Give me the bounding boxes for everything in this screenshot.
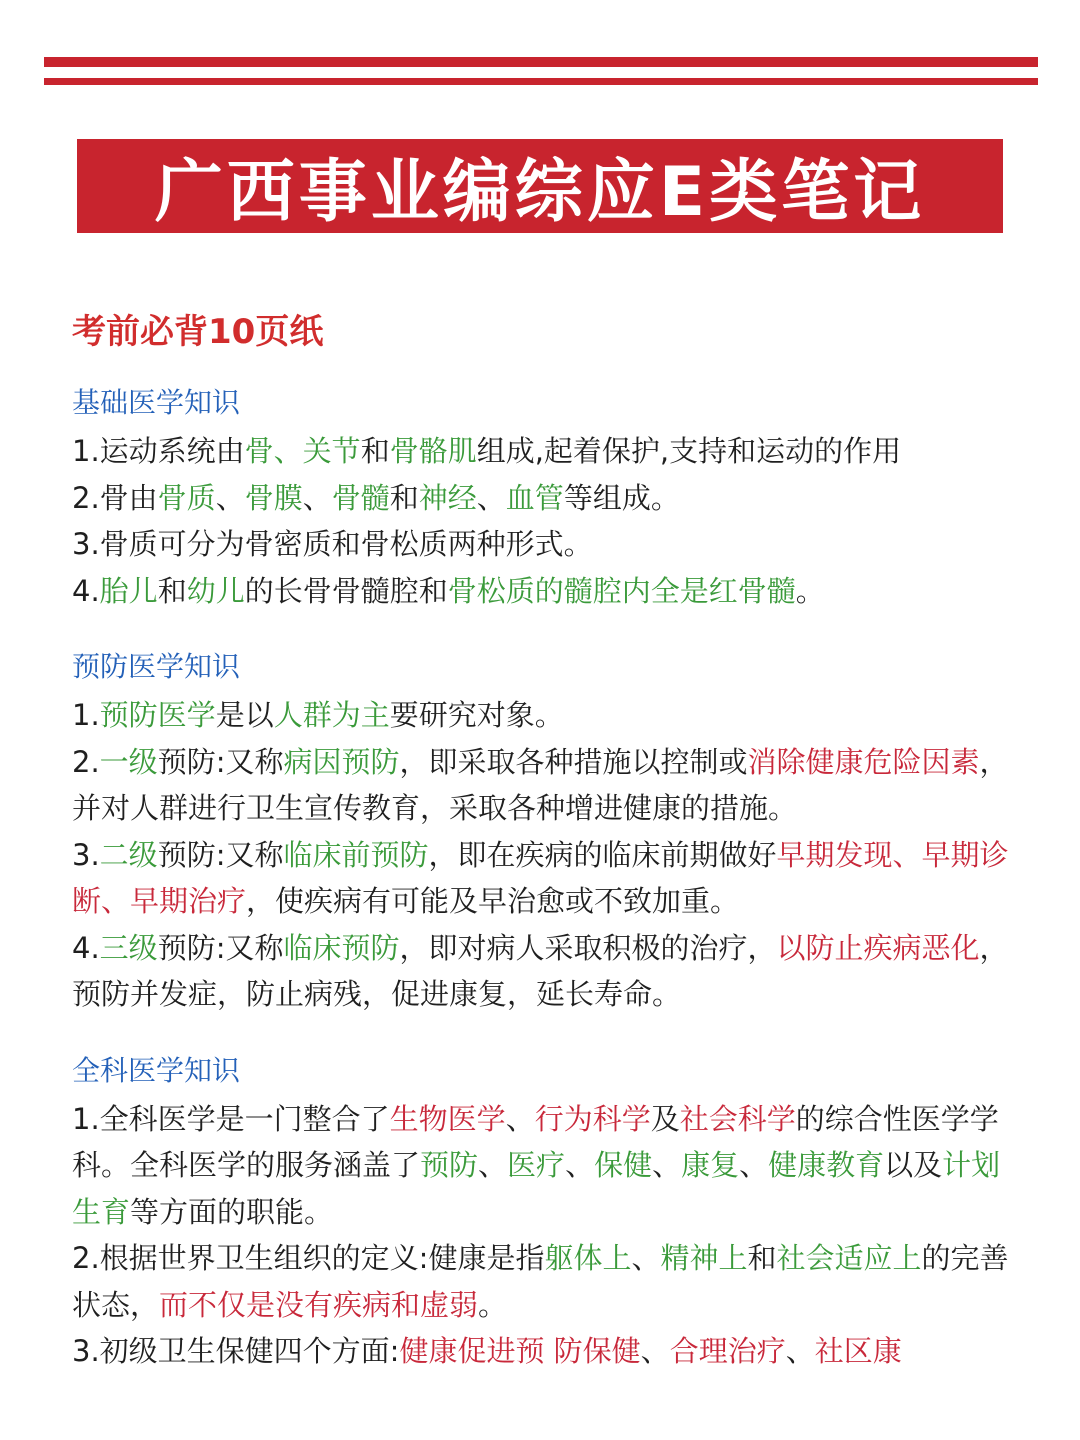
note-text: 和 <box>747 1241 777 1275</box>
note-text: 。 <box>478 1287 508 1322</box>
note-text: 、 <box>785 1334 815 1368</box>
note-text: 、 <box>739 1148 769 1182</box>
section <box>72 644 1012 1018</box>
note-text: ，预防并发症，防止病残，促进康复，延长寿命。 <box>72 930 1009 1011</box>
section-title: 基础医学知识 <box>72 386 241 419</box>
page-title: 广西事业编综应E类笔记 <box>154 152 926 232</box>
highlight-green: 一级 <box>99 744 158 779</box>
highlight-red: 消除健康危险因素 <box>747 744 980 779</box>
highlight-green: 神经 <box>418 480 477 515</box>
note-text: 、 <box>565 1148 595 1182</box>
note-text: 和 <box>360 434 390 468</box>
highlight-green: 骨松质的髓腔内全是红骨髓 <box>447 573 796 608</box>
highlight-green: 临床前预防 <box>283 837 429 872</box>
note-item <box>72 568 1012 615</box>
highlight-green: 康复 <box>681 1148 740 1182</box>
highlight-green: 健康教育 <box>768 1148 885 1182</box>
note-text: 预防:又称 <box>157 837 284 872</box>
highlight-red: 健康促进预 防保健 <box>399 1334 641 1368</box>
top-rule-thick <box>44 57 1038 67</box>
note-text: 的综合性医学学科。全科医学的服务涵盖了 <box>72 1101 999 1182</box>
note-item <box>72 925 1012 1018</box>
highlight-green: 保健 <box>594 1148 653 1182</box>
top-rule-thin <box>44 78 1038 85</box>
highlight-green: 骨髓 <box>331 480 390 515</box>
note-item <box>72 1235 1012 1328</box>
section <box>72 380 1012 614</box>
note-item <box>72 475 1012 522</box>
highlight-green: 骨骼肌 <box>389 434 477 468</box>
section-title: 全科医学知识 <box>72 1053 241 1087</box>
note-text: 、 <box>505 1101 535 1136</box>
note-text: 2.骨由 <box>72 480 158 515</box>
note-text: 预防:又称 <box>157 930 284 965</box>
highlight-green: 骨、关节 <box>244 434 361 468</box>
note-text: 3. <box>72 837 100 872</box>
highlight-green: 人群为主 <box>273 698 390 732</box>
note-text: 的长骨骨髓腔和 <box>244 573 448 608</box>
note-text: 3.骨质可分为骨密质和骨松质两种形式。 <box>72 527 593 561</box>
note-text: 、 <box>478 1148 508 1182</box>
note-text: 3.初级卫生保健四个方面: <box>72 1334 400 1368</box>
highlight-green: 骨质 <box>157 480 216 515</box>
note-text: 。 <box>795 573 825 608</box>
highlight-red: 社会科学 <box>679 1101 796 1136</box>
note-text: 预防:又称 <box>157 744 284 779</box>
note-text: ，使疾病有可能及早治愈或不致加重。 <box>246 884 740 918</box>
highlight-green: 躯体上 <box>544 1241 632 1275</box>
note-text: 是以 <box>215 698 274 732</box>
highlight-red: 生物医学 <box>389 1101 506 1136</box>
highlight-red: 而不仅是没有疾病和虚弱 <box>159 1287 479 1322</box>
section <box>72 1048 1012 1375</box>
note-item <box>72 1096 1012 1236</box>
note-text: 、 <box>640 1334 670 1368</box>
highlight-green: 预防 <box>420 1148 479 1182</box>
note-text: ，即对病人采取积极的治疗， <box>399 930 777 965</box>
highlight-red: 合理治疗 <box>669 1334 786 1368</box>
highlight-green: 预防医学 <box>99 698 216 732</box>
note-text: ，并对人群进行卫生宣传教育，采取各种增进健康的措施。 <box>72 744 1009 825</box>
note-text: 、 <box>302 480 332 515</box>
note-text: 以及 <box>884 1148 943 1182</box>
note-text: ，即在疾病的临床前期做好 <box>428 837 777 872</box>
note-item <box>72 521 1012 568</box>
note-text: 等组成。 <box>563 480 680 515</box>
note-item <box>72 692 1012 739</box>
notes-content <box>72 380 1012 1405</box>
note-text: 组成,起着保护,支持和运动的作用 <box>476 434 902 468</box>
highlight-green: 计划生育 <box>72 1148 1001 1229</box>
note-text: 、 <box>631 1241 661 1275</box>
highlight-red: 以防止疾病恶化 <box>776 930 980 965</box>
section-title: 预防医学知识 <box>72 650 241 683</box>
highlight-green: 幼儿 <box>186 573 245 608</box>
highlight-green: 胎儿 <box>99 573 158 608</box>
note-text: 1.运动系统由 <box>72 434 245 468</box>
note-text: 2. <box>72 744 100 779</box>
note-text: 及 <box>650 1101 680 1136</box>
highlight-green: 二级 <box>99 837 158 872</box>
note-text: 1.全科医学是一门整合了 <box>72 1101 390 1136</box>
highlight-green: 三级 <box>99 930 158 965</box>
note-text: 要研究对象。 <box>389 698 564 732</box>
highlight-green: 医疗 <box>507 1148 566 1182</box>
highlight-red: 早期发现、早期诊断、早期治疗 <box>72 837 1009 918</box>
note-text: 、 <box>652 1148 682 1182</box>
note-text: 和 <box>157 573 187 608</box>
highlight-red: 行为科学 <box>534 1101 651 1136</box>
highlight-green: 血管 <box>505 480 564 515</box>
note-item <box>72 1328 1012 1375</box>
note-text: 4. <box>72 930 100 965</box>
title-banner <box>77 139 1003 233</box>
highlight-red: 社区康 <box>814 1334 902 1368</box>
highlight-green: 临床预防 <box>283 930 400 965</box>
note-item <box>72 739 1012 832</box>
highlight-green: 骨膜 <box>244 480 303 515</box>
note-text: 2.根据世界卫生组织的定义:健康是指 <box>72 1241 545 1275</box>
note-text: 和 <box>389 480 419 515</box>
note-text: 的完善状态， <box>72 1241 1009 1322</box>
note-item <box>72 428 1012 475</box>
note-text: 1. <box>72 698 100 732</box>
highlight-green: 病因预防 <box>283 744 400 779</box>
note-item <box>72 832 1012 925</box>
note-text: 等方面的职能。 <box>130 1194 334 1229</box>
page-subtitle: 考前必背10页纸 <box>72 312 324 352</box>
note-text: ，即采取各种措施以控制或 <box>399 744 748 779</box>
note-text: 、 <box>476 480 506 515</box>
highlight-green: 社会适应上 <box>776 1241 922 1275</box>
highlight-green: 精神上 <box>660 1241 748 1275</box>
note-text: 、 <box>215 480 245 515</box>
note-text: 4. <box>72 573 100 608</box>
